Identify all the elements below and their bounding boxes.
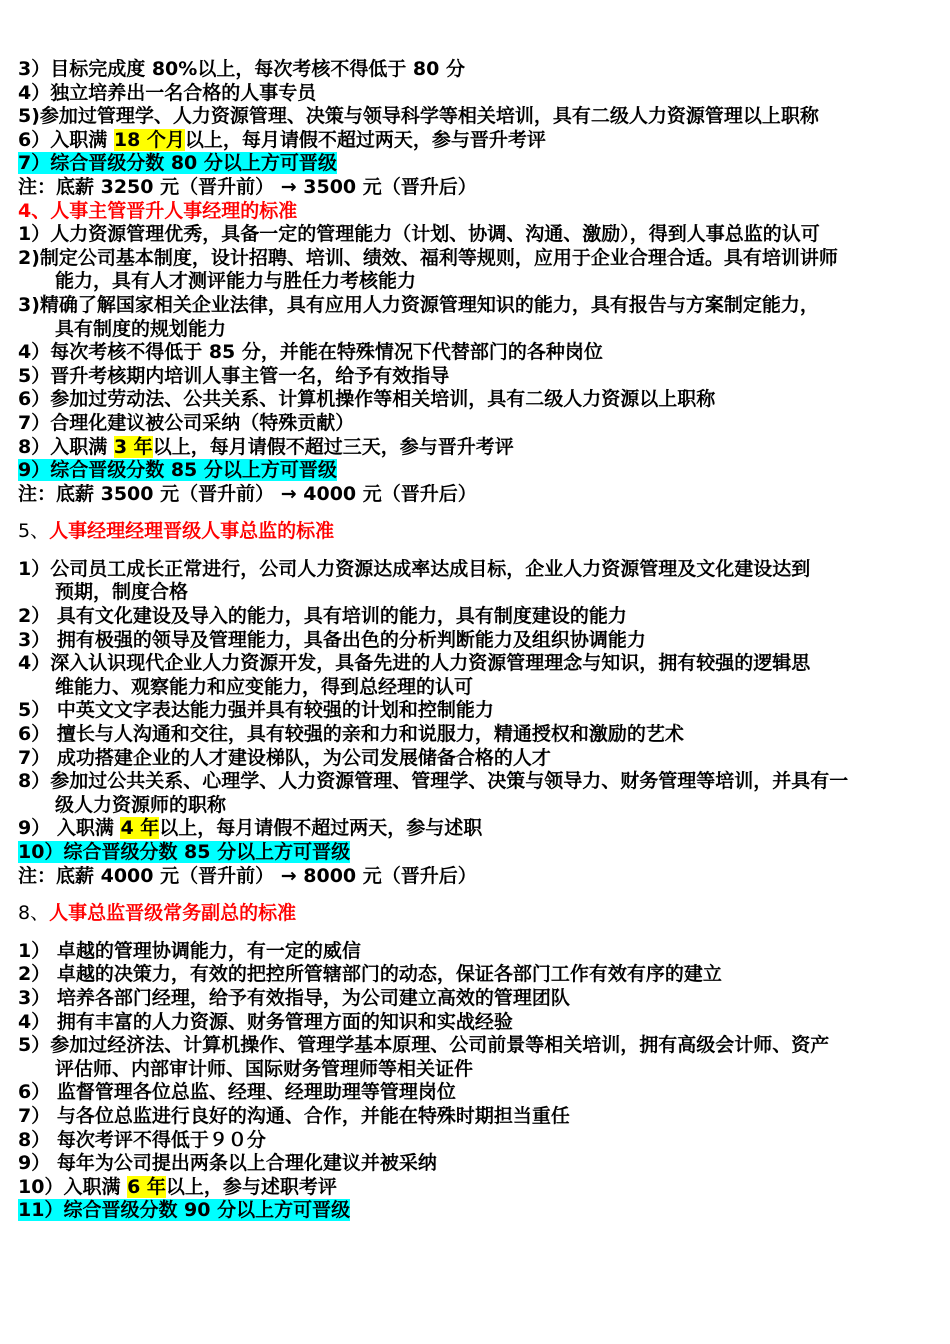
sec8-score-highlight: 11）综合晋级分数 90 分以上方可晋级 (18, 1199, 351, 1222)
sec8-item-1: 1） 卓越的管理协调能力，有一定的威信 (18, 939, 361, 962)
sec3-item-3: 3）目标完成度 80%以上，每次考核不得低于 80 分 (18, 58, 465, 80)
sec5-item-8: 8）参加过公共关系、心理学、人力资源管理、管理学、决策与领导力、财务管理等培训，并具有一 (18, 770, 849, 793)
sec4-item-3: 3)精确了解国家相关企业法律，具有应用人力资源管理知识的能力，具有报告与方案制定能力， (18, 293, 819, 316)
sec4-item-6: 6）参加过劳动法、公共关系、计算机操作等相关培训，具有二级人力资源以上职称 (18, 388, 716, 411)
sec5-item-3: 3） 拥有极强的领导及管理能力，具备出色的分析判断能力及组织协调能力 (18, 628, 646, 651)
sec8-tenure-highlight: 6 年 (127, 1175, 166, 1198)
sec5-item-2: 2） 具有文化建设及导入的能力，具有培训的能力，具有制度建设的能力 (18, 605, 627, 628)
sec4-item-2-cont: 能力，具有人才测评能力与胜任力考核能力 (55, 270, 417, 293)
sec8-item-11 (18, 1199, 950, 1223)
sec3-item-5: 5)参加过管理学、人力资源管理、决策与领导科学等相关培训，具有二级人力资源管理以上职称 (18, 105, 819, 128)
sec4-item-5: 5）晋升考核期内培训人事主管一名，给予有效指导 (18, 364, 450, 387)
spacer (18, 506, 950, 520)
sec5-item-1-cont: 预期，制度合格 (55, 581, 189, 604)
sec5-salary-note: 注：底薪 4000 元（晋升前） → 8000 元（晋升后） (18, 864, 477, 887)
sec5-tenure-highlight: 4 年 (120, 817, 160, 840)
sec4-item-8-suffix: 以上，每月请假不超过三天，参与晋升考评 (152, 435, 514, 458)
sec8-item-7: 7） 与各位总监进行良好的沟通、合作，并能在特殊时期担当重任 (18, 1104, 570, 1127)
sec8-item-3: 3） 培养各部门经理，给予有效指导，为公司建立高效的管理团队 (18, 986, 570, 1009)
sec4-item-7: 7）合理化建议被公司采纳（特殊贡献） (18, 411, 355, 434)
sec5-item-1: 1）公司员工成长正常进行，公司人力资源达成率达成目标，企业人力资源管理及文化建设达到 (18, 557, 811, 580)
sec4-item-1: 1）人力资源管理优秀，具备一定的管理能力（计划、协调、沟通、激励），得到人事总监的认可 (18, 223, 820, 246)
sec8-heading (18, 902, 950, 926)
sec8-item-10-suffix: 以上，参与述职考评 (165, 1175, 337, 1198)
spacer (18, 926, 950, 940)
sec4-item-8 (18, 436, 950, 460)
sec5-item-9-prefix: 9） 入职满 (18, 817, 121, 840)
sec3-item-4: 4）独立培养出一名合格的人事专员 (18, 81, 317, 104)
spacer (18, 888, 950, 902)
sec8-heading-num: 8、 (18, 902, 50, 925)
sec5-score-highlight: 10）综合晋级分数 85 分以上方可晋级 (18, 841, 351, 863)
sec4-salary-note: 注：底薪 3500 元（晋升前） → 4000 元（晋升后） (18, 482, 477, 505)
sec4-item-4: 4）每次考核不得低于 85 分，并能在特殊情况下代替部门的各种岗位 (18, 341, 603, 364)
sec3-tenure-highlight: 18 个月 (113, 128, 185, 151)
sec5-item-4: 4）深入认识现代企业人力资源开发，具备先进的人力资源管理理念与知识，拥有较强的逻辑思 (18, 652, 811, 675)
sec8-item-4: 4） 拥有丰富的人力资源、财务管理方面的知识和实战经验 (18, 1010, 513, 1033)
sec8-item-5-cont: 评估师、内部审计师、国际财务管理师等相关证件 (55, 1057, 474, 1080)
sec5-item-4-cont: 维能力、观察能力和应变能力，得到总经理的认可 (55, 675, 474, 698)
sec3-item-6-prefix: 6）入职满 (18, 128, 114, 151)
sec3-salary-note: 注：底薪 3250 元（晋升前） → 3500 元（晋升后） (18, 175, 477, 198)
sec8-item-10-prefix: 10）入职满 (18, 1175, 128, 1198)
sec5-item-7: 7） 成功搭建企业的人才建设梯队，为公司发展储备合格的人才 (18, 746, 551, 769)
sec3-item-6-suffix: 以上，每月请假不超过两天，参与晋升考评 (184, 128, 546, 151)
sec5-item-6: 6） 擅长与人沟通和交往，具有较强的亲和力和说服力，精通授权和激励的艺术 (18, 723, 684, 746)
sec8-item-2: 2） 卓越的决策力，有效的把控所管辖部门的动态，保证各部门工作有效有序的建立 (18, 963, 722, 986)
sec3-item-6 (18, 129, 950, 153)
sec5-heading-num: 5、 (18, 520, 50, 543)
sec3-score-highlight: 7）综合晋级分数 80 分以上方可晋级 (18, 152, 337, 175)
sec8-item-9: 9） 每年为公司提出两条以上合理化建议并被采纳 (18, 1152, 437, 1175)
sec5-heading (18, 520, 950, 544)
sec4-score-highlight: 9）综合晋级分数 85 分以上方可晋级 (18, 459, 337, 482)
sec8-heading-title: 人事总监晋级常务副总的标准 (49, 902, 297, 925)
sec4-item-3-cont: 具有制度的规划能力 (55, 317, 227, 340)
sec4-heading: 4、人事主管晋升人事经理的标准 (18, 199, 298, 222)
sec3-item-7 (18, 152, 950, 176)
sec5-item-5: 5） 中英文文字表达能力强并具有较强的计划和控制能力 (18, 699, 494, 722)
sec5-item-10 (18, 841, 950, 865)
sec4-item-9 (18, 459, 950, 483)
spacer (18, 544, 950, 558)
sec8-item-6: 6） 监督管理各位总监、经理、经理助理等管理岗位 (18, 1081, 456, 1104)
sec8-item-10 (18, 1176, 950, 1200)
sec4-tenure-highlight: 3 年 (113, 435, 153, 458)
sec5-item-8-cont: 级人力资源师的职称 (55, 793, 227, 816)
sec5-item-9 (18, 817, 950, 841)
sec4-item-8-prefix: 8）入职满 (18, 435, 114, 458)
sec4-item-2: 2)制定公司基本制度，设计招聘、培训、绩效、福利等规则，应用于企业合理合适。具有培训讲师 (18, 246, 838, 269)
sec5-heading-title: 人事经理经理晋级人事总监的标准 (49, 520, 335, 543)
sec8-item-5: 5）参加过经济法、计算机操作、管理学基本原理、公司前景等相关培训，拥有高级会计师、资产 (18, 1034, 830, 1057)
sec5-item-9-suffix: 以上，每月请假不超过两天，参与述职 (159, 817, 483, 840)
sec8-item-8: 8） 每次考评不得低于９０分 (18, 1128, 266, 1151)
